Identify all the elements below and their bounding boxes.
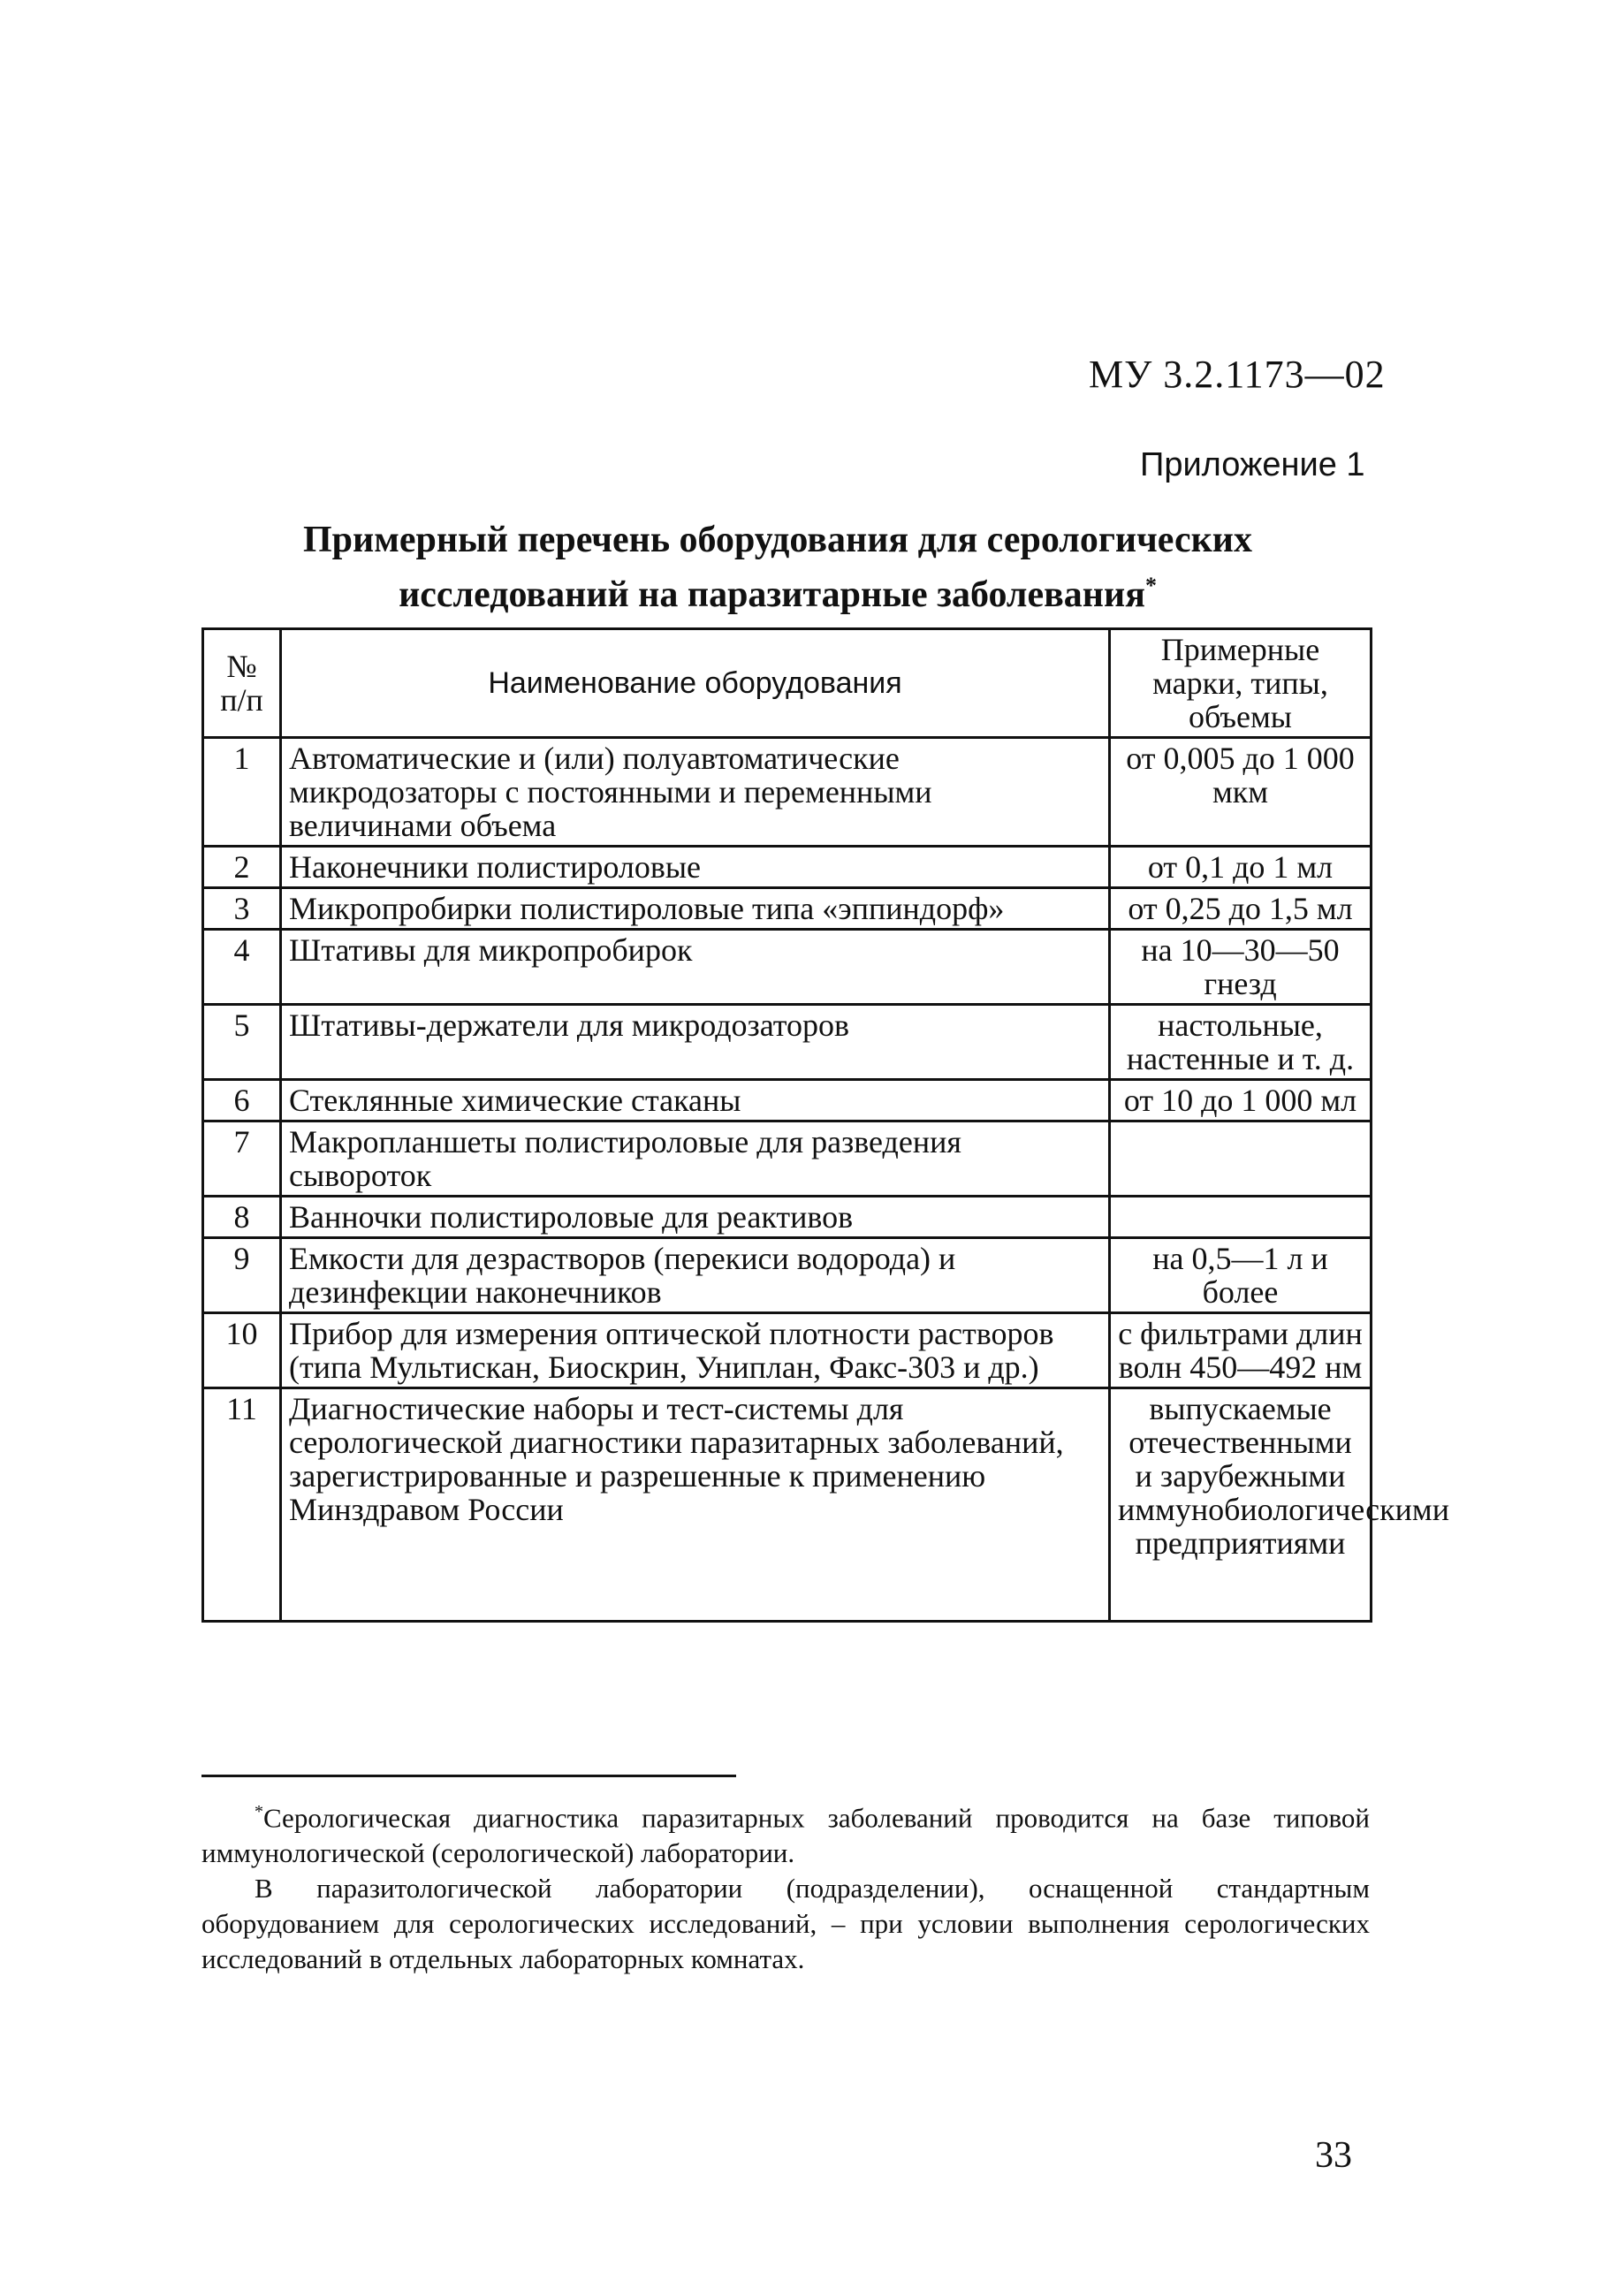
document-code: МУ 3.2.1173—02 [1089, 353, 1386, 396]
table-row [203, 1121, 1372, 1197]
page-number: 33 [1315, 2135, 1352, 2176]
table-header-row [203, 629, 1372, 738]
footnote-mark: * [255, 1802, 263, 1821]
row-number: 10 [203, 1313, 281, 1388]
title-line-2-text: исследований на паразитарные заболевания [399, 574, 1145, 615]
equipment-model [1110, 1121, 1372, 1197]
equipment-model: от 0,005 до 1 000 мкм [1110, 738, 1372, 847]
appendix-label: Приложение 1 [1140, 446, 1365, 483]
footnote-text-1: Серологическая диагностика паразитарных заболеваний проводится на базе типовой иммунологической (серологической) лаборатории. [201, 1802, 1370, 1869]
footnotes [201, 1794, 1370, 1977]
equipment-name: Емкости для дезрастворов (перекиси водорода) и дезинфекции наконечников [281, 1238, 1110, 1313]
row-number: 4 [203, 930, 281, 1005]
equipment-name: Штативы для микропробирок [281, 930, 1110, 1005]
equipment-name: Прибор для измерения оптической плотности растворов (типа Мультискан, Биоскрин, Униплан, Факс-303 и др.) [281, 1313, 1110, 1388]
title-footnote-mark: * [1144, 573, 1157, 598]
equipment-model: от 10 до 1 000 мл [1110, 1080, 1372, 1121]
table-row [203, 1197, 1372, 1238]
footnote-paragraph-2: В паразитологической лаборатории (подразделении), оснащенной стандартным оборудованием для серологических исследований, – при условии выполнения серологических исследований в отдельных лабораторных комнатах. [201, 1873, 1370, 1975]
equipment-name: Наконечники полистироловые [281, 847, 1110, 888]
header-number: № п/п [203, 629, 281, 738]
row-number: 2 [203, 847, 281, 888]
equipment-table [201, 627, 1449, 1623]
equipment-name: Микропробирки полистироловые типа «эппиндорф» [281, 888, 1110, 930]
row-number: 6 [203, 1080, 281, 1121]
table-row [203, 1388, 1372, 1622]
equipment-model: на 0,5—1 л и более [1110, 1238, 1372, 1313]
row-number: 5 [203, 1005, 281, 1080]
header-models: Примерные марки, типы, объемы [1110, 629, 1372, 738]
equipment-name: Диагностические наборы и тест-системы для серологической диагностики паразитарных заболеваний, зарегистрированные и разрешенные к применению Минздравом России [281, 1388, 1110, 1622]
title-line-1: Примерный перечень оборудования для серологических [302, 520, 1252, 560]
footnote-paragraph-1 [201, 1794, 1370, 1871]
row-number: 9 [203, 1238, 281, 1313]
equipment-model: от 0,25 до 1,5 мл [1110, 888, 1372, 930]
table-row [203, 1313, 1372, 1388]
equipment-name: Штативы-держатели для микродозаторов [281, 1005, 1110, 1080]
equipment-model: выпускаемые отечественными и зарубежными иммунобиологическими предприятиями [1110, 1388, 1372, 1622]
table-row [203, 1005, 1372, 1080]
title-line-2 [265, 563, 1290, 618]
row-number: 7 [203, 1121, 281, 1197]
row-number: 3 [203, 888, 281, 930]
table-row [203, 847, 1372, 888]
row-number: 11 [203, 1388, 281, 1622]
equipment-model [1110, 1197, 1372, 1238]
equipment-model: с фильтрами длин волн 450—492 нм [1110, 1313, 1372, 1388]
header-equipment-name: Наименование оборудования [281, 629, 1110, 738]
equipment-model: от 0,1 до 1 мл [1110, 847, 1372, 888]
footnote-divider [201, 1775, 736, 1777]
equipment-model: на 10—30—50 гнезд [1110, 930, 1372, 1005]
equipment-name: Стеклянные химические стаканы [281, 1080, 1110, 1121]
page-title [265, 517, 1290, 618]
table-row [203, 1080, 1372, 1121]
table-row [203, 738, 1372, 847]
equipment-name: Макропланшеты полистироловые для разведения сывороток [281, 1121, 1110, 1197]
equipment-name: Ванночки полистироловые для реактивов [281, 1197, 1110, 1238]
row-number: 1 [203, 738, 281, 847]
equipment-name: Автоматические и (или) полуавтоматические микродозаторы с постоянными и переменными величинами объема [281, 738, 1110, 847]
table-row [203, 1238, 1372, 1313]
row-number: 8 [203, 1197, 281, 1238]
table-row [203, 888, 1372, 930]
table-row [203, 930, 1372, 1005]
equipment-model: настольные, настенные и т. д. [1110, 1005, 1372, 1080]
